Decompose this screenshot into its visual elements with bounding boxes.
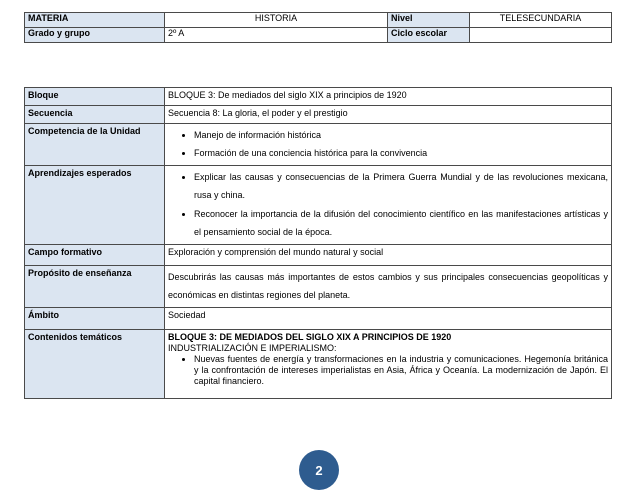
row-proposito [25,265,612,307]
aprendizaje-item: • Reconocer la importancia de la difusión del conocimiento científico en las manifestaciones artísticas y el pensamiento social de la época. [194,205,608,242]
nivel-label: Nivel [388,13,470,28]
materia-value: HISTORIA [165,13,388,28]
competencia-label: Competencia de la Unidad [25,124,165,166]
competencia-item: • Manejo de información histórica [194,126,608,144]
bloque-value: BLOQUE 3: De mediados del siglo XIX a principios de 1920 [165,88,612,106]
header-row-grado [25,28,612,43]
ciclo-label: Ciclo escolar [388,28,470,43]
proposito-label: Propósito de enseñanza [25,265,165,307]
materia-label: MATERIA [25,13,165,28]
competencia-value [165,124,612,166]
header-table [24,12,612,43]
ambito-label: Ámbito [25,307,165,329]
competencia-item: • Formación de una conciencia histórica para la convivencia [194,144,608,162]
header-row-materia [25,13,612,28]
row-campo [25,244,612,265]
row-aprendizajes [25,165,612,244]
page-number-badge [299,450,339,490]
page-number: 2 [315,462,323,478]
nivel-value: TELESECUNDARIA [470,13,612,28]
aprendizajes-value [165,165,612,244]
contenidos-label: Contenidos temáticos [25,329,165,398]
row-secuencia [25,106,612,124]
planning-table [24,87,612,399]
row-competencia [25,124,612,166]
aprendizajes-label: Aprendizajes esperados [25,165,165,244]
proposito-value: Descubrirás las causas más importantes de estos cambios y sus principales consecuencias geopolíticas y económicas en distintas regiones del planeta. [165,265,612,307]
contenidos-value [165,329,612,398]
ciclo-value [470,28,612,43]
ambito-value: Sociedad [165,307,612,329]
bloque-label: Bloque [25,88,165,106]
campo-value: Exploración y comprensión del mundo natural y social [165,244,612,265]
grado-value: 2º A [165,28,388,43]
contenidos-item: • Nuevas fuentes de energía y transformaciones en la industria y comunicaciones. Hegemonía británica y la confrontación de intereses imperialistas en Asia, África y Oceanía. La modernización de Japón. El capital financiero. [194,354,608,386]
campo-label: Campo formativo [25,244,165,265]
row-bloque [25,88,612,106]
row-ambito [25,307,612,329]
secuencia-value: Secuencia 8: La gloria, el poder y el prestigio [165,106,612,124]
row-contenidos [25,329,612,398]
aprendizaje-item: • Explicar las causas y consecuencias de la Primera Guerra Mundial y de las revoluciones mexicana, rusa y china. [194,168,608,205]
grado-label: Grado y grupo [25,28,165,43]
contenidos-title: BLOQUE 3: DE MEDIADOS DEL SIGLO XIX A PRINCIPIOS DE 1920 [168,331,452,342]
secuencia-label: Secuencia [25,106,165,124]
contenidos-subtitle: INDUSTRIALIZACIÓN E IMPERIALISMO: [168,342,337,353]
